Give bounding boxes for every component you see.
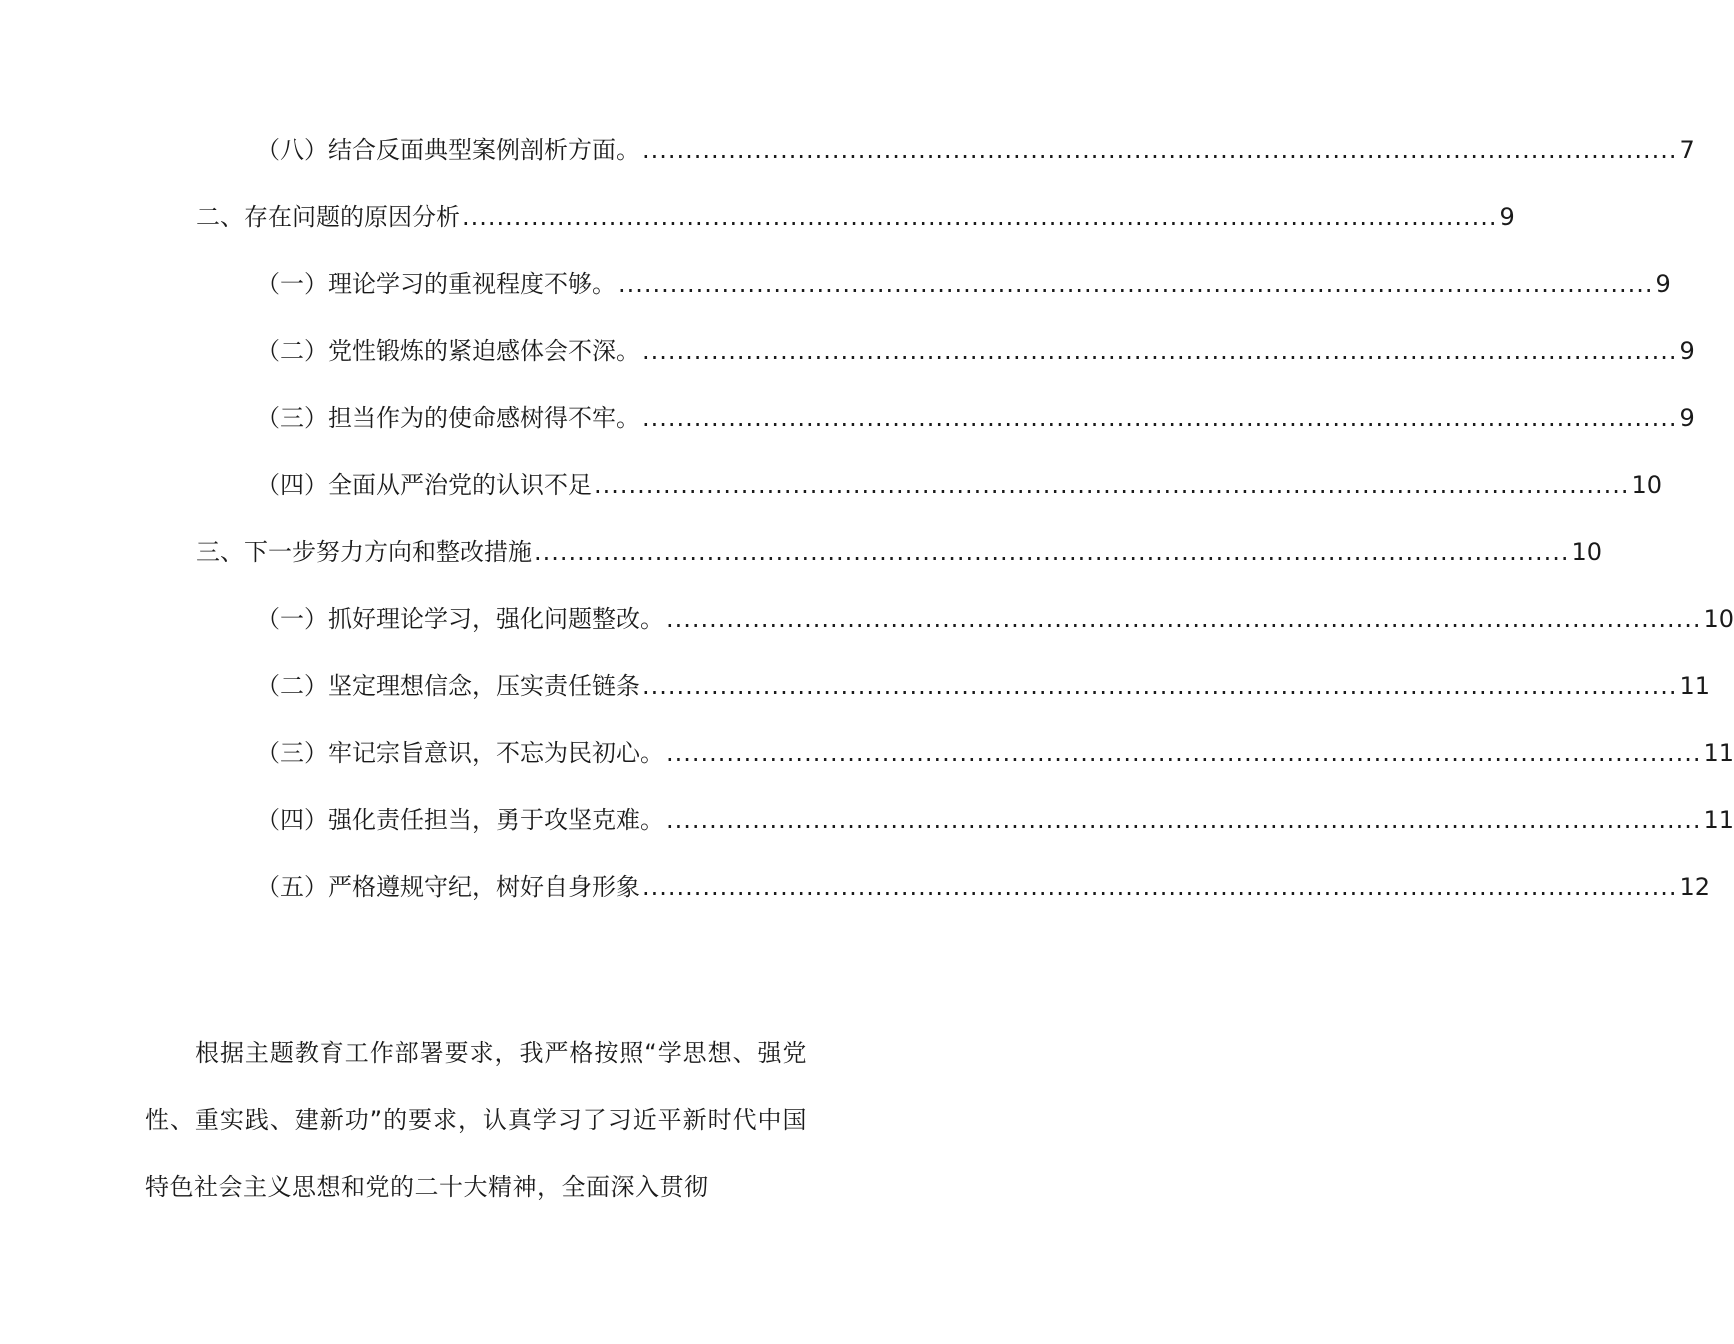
toc-entry-page: 11: [1703, 806, 1734, 834]
toc-entry[interactable]: [256, 398, 1695, 438]
toc-entry[interactable]: [196, 197, 1515, 237]
toc-dot-leader: ........................................................................................................................: [666, 806, 1702, 834]
toc-entry-title: （二）党性锻炼的紧迫感体会不深。: [256, 337, 640, 365]
toc-entry[interactable]: [256, 130, 1695, 170]
toc-entry[interactable]: [256, 331, 1695, 371]
toc-entry[interactable]: [256, 666, 1711, 706]
toc-entry-title: （四）强化责任担当，勇于攻坚克难。: [256, 806, 664, 834]
toc-dot-leader: ........................................................................................................................: [642, 337, 1678, 365]
toc-entry-page: 9: [1499, 203, 1515, 231]
toc-dot-leader: ........................................................................................................................: [666, 739, 1702, 767]
toc-entry[interactable]: [256, 599, 1734, 639]
toc-dot-leader: ........................................................................................................................: [462, 203, 1498, 231]
toc-entry-page: 7: [1679, 136, 1695, 164]
toc-dot-leader: ........................................................................................................................: [666, 605, 1702, 633]
toc-entry-page: 9: [1679, 337, 1695, 365]
toc-entry-title: （八）结合反面典型案例剖析方面。: [256, 136, 640, 164]
toc-entry-page: 10: [1631, 471, 1663, 499]
toc-entry-title: （三）牢记宗旨意识，不忘为民初心。: [256, 739, 664, 767]
toc-entry-page: 10: [1571, 538, 1603, 566]
toc-entry[interactable]: [256, 867, 1711, 907]
toc-dot-leader: ........................................................................................................................: [642, 672, 1678, 700]
toc-entry[interactable]: [256, 800, 1734, 840]
toc-dot-leader: ........................................................................................................................: [642, 873, 1678, 901]
toc-entry-title: （一）理论学习的重视程度不够。: [256, 270, 616, 298]
toc-entry-page: 12: [1679, 873, 1711, 901]
toc-entry-title: （四）全面从严治党的认识不足: [256, 471, 592, 499]
toc-entry-page: 9: [1655, 270, 1671, 298]
toc-dot-leader: ........................................................................................................................: [594, 471, 1630, 499]
toc-entry-title: （二）坚定理想信念，压实责任链条: [256, 672, 640, 700]
toc-entry-page: 9: [1679, 404, 1695, 432]
toc-dot-leader: ........................................................................................................................: [618, 270, 1654, 298]
toc-entry-title: 三、下一步努力方向和整改措施: [196, 538, 532, 566]
toc-entry[interactable]: [256, 733, 1734, 773]
toc-entry-title: （三）担当作为的使命感树得不牢。: [256, 404, 640, 432]
toc-entry-title: （五）严格遵规守纪，树好自身形象: [256, 873, 640, 901]
toc-entry-page: 10: [1703, 605, 1734, 633]
toc-entry-title: 二、存在问题的原因分析: [196, 203, 460, 231]
toc-dot-leader: ........................................................................................................................: [642, 404, 1678, 432]
toc-entry-page: 11: [1703, 739, 1734, 767]
toc-entry[interactable]: [196, 532, 1603, 572]
toc-entry[interactable]: [256, 264, 1671, 304]
toc-entry-page: 11: [1679, 672, 1711, 700]
toc-dot-leader: ........................................................................................................................: [534, 538, 1570, 566]
toc-entry[interactable]: [256, 465, 1663, 505]
toc-dot-leader: ........................................................................................................................: [642, 136, 1678, 164]
body-paragraph: 根据主题教育工作部署要求，我严格按照“学思想、强党性、重实践、建新功”的要求，认真学习了习近平新时代中国特色社会主义思想和党的二十大精神，全面深入贯彻: [145, 1039, 807, 1201]
toc-entry-title: （一）抓好理论学习，强化问题整改。: [256, 605, 664, 633]
